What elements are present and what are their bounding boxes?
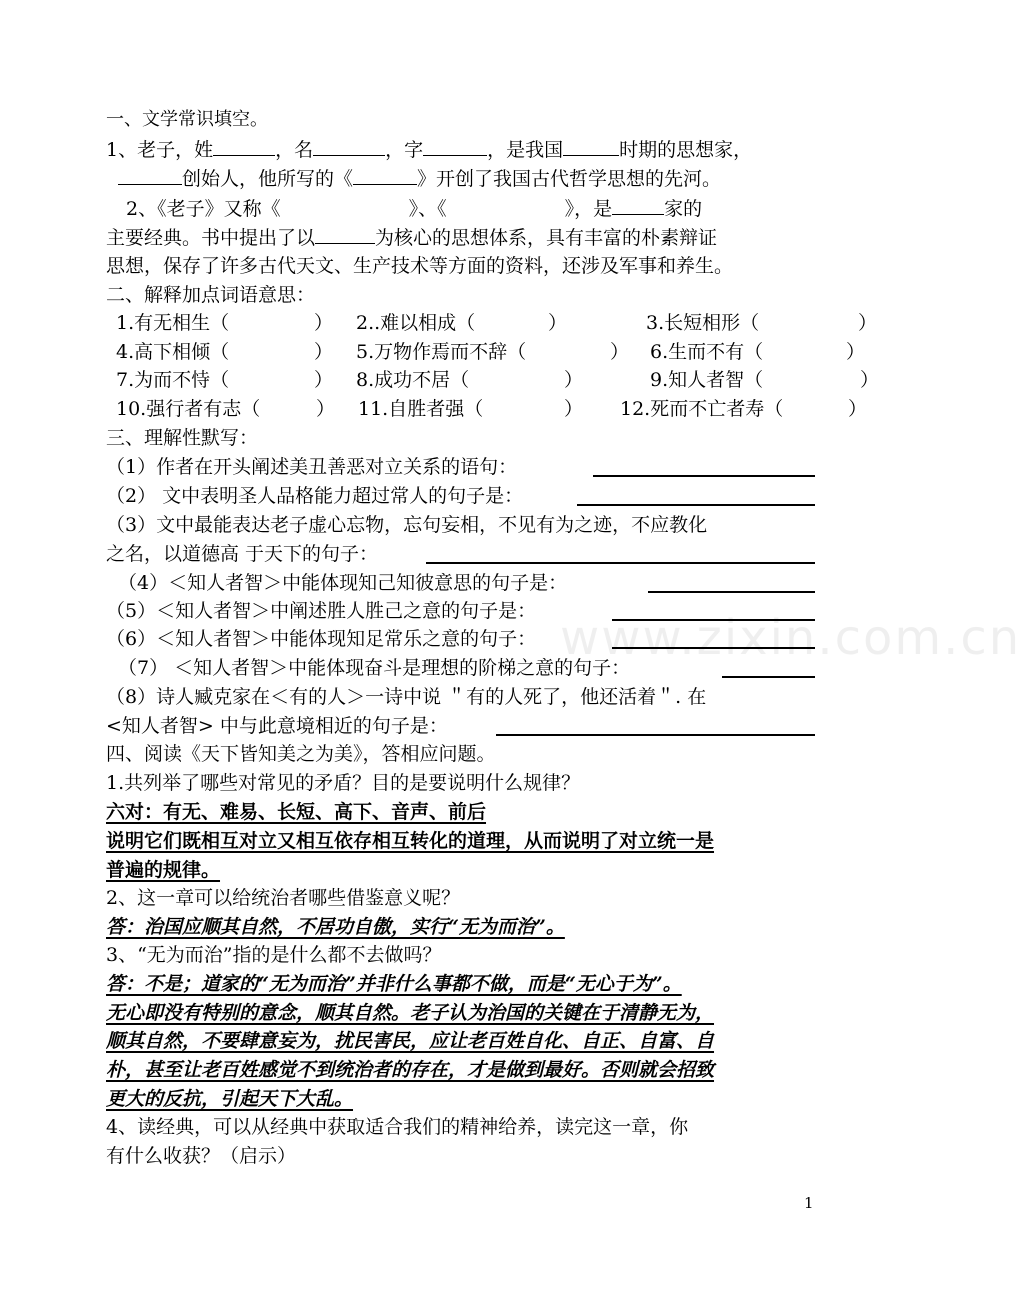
reading-q1: 1.共列举了哪些对常见的矛盾？目的是要说明什么规律？	[106, 772, 581, 794]
recite-2: （2） 文中表明圣人品格能力超过常人的句子是：	[106, 485, 524, 507]
blank-book	[353, 165, 417, 185]
reading-q4-line1: 4、读经典，可以从经典中获取适合我们的精神给养，读完这一章，你	[106, 1116, 689, 1138]
blank-courtesy	[423, 136, 487, 156]
reading-q3: 3、“无为而治”指的是什么都不去做吗？	[106, 944, 442, 966]
answer-line-5	[612, 619, 815, 621]
answer-line-7	[722, 676, 815, 678]
q1-line2: 创始人，他所写的《 》开创了我国古代哲学思想的先河。	[118, 165, 721, 192]
q2-line1: 2、《老子》又称《 》、《 》，是 家的	[126, 195, 702, 222]
section4-heading: 四、阅读《天下皆知美之为美》，答相应问题。	[106, 743, 496, 765]
reading-a3-line5: 更大的反抗，引起天下大乱。	[106, 1088, 354, 1110]
reading-a3-line2: 无心即没有特别的意念，顺其自然。老子认为治国的关键在于清静无为，	[106, 1002, 715, 1024]
recite-7: （7） ＜知人者智＞中能体现奋斗是理想的阶梯之意的句子：	[118, 657, 631, 679]
recite-8-line1: （8）诗人臧克家在＜有的人＞一诗中说 ＂有的人死了，他还活着＂. 在	[106, 686, 707, 708]
answer-line-6	[612, 647, 815, 649]
document-page: www.zixin.com.cn 一、文学常识填空。 1、老子，姓 ，名 ，字 ，是我国 时期的思想家， 创始人，他所写的《 》开创了我国古代哲学思想的先河。 2、《老子》又称《 》、《 》，是 家的 主要经典。书中提出了以 为核心的思想体系，具有丰富的朴素辩证 思想，保存了许多古代天文、生产技术等方面的资料，还涉及军事和养生。 二、解释加点词语意思： 1.有无相生（ ） 2..难以相成（ ） 3.长短相形（ ） 4.高下相倾（ ） 5.万物作焉而不辞（ ） 6.生而不有（ ） 7.为而不恃（ ） 8.成功不居（ ） 9.知人者智（ ） 10.强行者有志（ ） 11.自胜者强（ ） 12.死而不亡者寿（ ） 三、理解性默写： （1）作者在开头阐述美丑善恶对立关系的语句： （2） 文中表明圣人品格能力超过常人的句子是： （3）文中最能表达老子虚心忘物，忘句妄相，不见有为之迹，不应教化 之名，以道德高 于天下的句子： （4）＜知人者智＞中能体现知己知彼意思的句子是： （5）＜知人者智＞中阐述胜人胜己之意的句子是： （6）＜知人者智＞中能体现知足常乐之意的句子： （7） ＜知人者智＞中能体现奋斗是理想的阶梯之意的句子： （8）诗人臧克家在＜有的人＞一诗中说 ＂有的人死了，他还活着＂. 在 <知人者智> 中与此意境相近的句子是： 四、阅读《天下皆知美之为美》，答相应问题。 1.共列举了哪些对常见的矛盾？目的是要说明什么规律？ 六对：有无、难易、长短、高下、音声、前后 说明它们既相互对立又相互依存相互转化的道理，从而说明了对立统一是 普遍的规律。 2、这一章可以给统治者哪些借鉴意义呢？ 答：治国应顺其自然，不居功自傲，实行“无为而治”。 3、“无为而治”指的是什么都不去做吗？ 答：不是；道家的“无为而治”并非什么事都不做，而是“无心于为”。 无心即没有特别的意念，顺其自然。老子认为治国的关键在于清静无为， 顺其自然，不要肆意妄为，扰民害民，应让老百姓自化、自正、自富、自 朴，甚至让老百姓感觉不到统治者的存在，才是做到最好。否则就会招致 更大的反抗，引起天下大乱。 4、读经典，可以从经典中获取适合我们的精神给养，读完这一章，你 有什么收获？（启示） 1	[106, 109, 1021, 1212]
blank-school2	[612, 195, 664, 215]
answer-line-2	[577, 504, 815, 506]
section2-heading: 二、解释加点词语意思：	[106, 284, 316, 306]
reading-q2: 2、这一章可以给统治者哪些借鉴意义呢？	[106, 887, 461, 909]
blank-school	[118, 165, 182, 185]
reading-a1-line1: 六对：有无、难易、长短、高下、音声、前后	[106, 801, 487, 823]
reading-a1-line3: 普遍的规律。	[106, 859, 221, 881]
recite-3-line1: （3）文中最能表达老子虚心忘物，忘句妄相，不见有为之迹，不应教化	[106, 514, 708, 536]
answer-line-4	[648, 591, 815, 593]
reading-q4-line2: 有什么收获？（启示）	[106, 1145, 297, 1167]
reading-a2: 答：治国应顺其自然，不居功自傲，实行“无为而治”。	[106, 916, 565, 938]
reading-a3-line4: 朴，甚至让老百姓感觉不到统治者的存在，才是做到最好。否则就会招致	[106, 1059, 715, 1081]
reading-a3-line1: 答：不是；道家的“无为而治”并非什么事都不做，而是“无心于为”。	[106, 973, 682, 995]
answer-line-8	[496, 734, 815, 736]
recite-3-line2: 之名，以道德高 于天下的句子：	[106, 543, 379, 565]
watermark: www.zixin.com.cn	[560, 610, 1021, 666]
q2-line3: 思想，保存了许多古代天文、生产技术等方面的资料，还涉及军事和养生。	[106, 255, 734, 277]
reading-a1-line2: 说明它们既相互对立又相互依存相互转化的道理，从而说明了对立统一是	[106, 830, 715, 852]
answer-line-3	[426, 562, 815, 564]
recite-4: （4）＜知人者智＞中能体现知己知彼意思的句子是：	[118, 572, 568, 594]
answer-line-1	[593, 475, 815, 477]
reading-a3-line3: 顺其自然，不要肆意妄为，扰民害民，应让老百姓自化、自正、自富、自	[106, 1030, 715, 1052]
page-number: 1	[804, 1194, 814, 1212]
blank-core	[315, 224, 375, 244]
q1-line1: 1、老子，姓 ，名 ，字 ，是我国 时期的思想家，	[106, 136, 752, 163]
blank-surname	[213, 136, 275, 156]
recite-6: （6）＜知人者智＞中能体现知足常乐之意的句子：	[106, 628, 537, 650]
blank-period	[563, 136, 619, 156]
recite-8-line2: <知人者智> 中与此意境相近的句子是：	[106, 715, 448, 737]
q2-line2: 主要经典。书中提出了以 为核心的思想体系，具有丰富的朴素辩证	[106, 224, 717, 251]
section1-heading: 一、文学常识填空。	[106, 109, 268, 130]
section3-heading: 三、理解性默写：	[106, 427, 259, 449]
recite-1: （1）作者在开头阐述美丑善恶对立关系的语句：	[106, 456, 518, 478]
blank-name	[313, 136, 385, 156]
recite-5: （5）＜知人者智＞中阐述胜人胜己之意的句子是：	[106, 600, 537, 622]
